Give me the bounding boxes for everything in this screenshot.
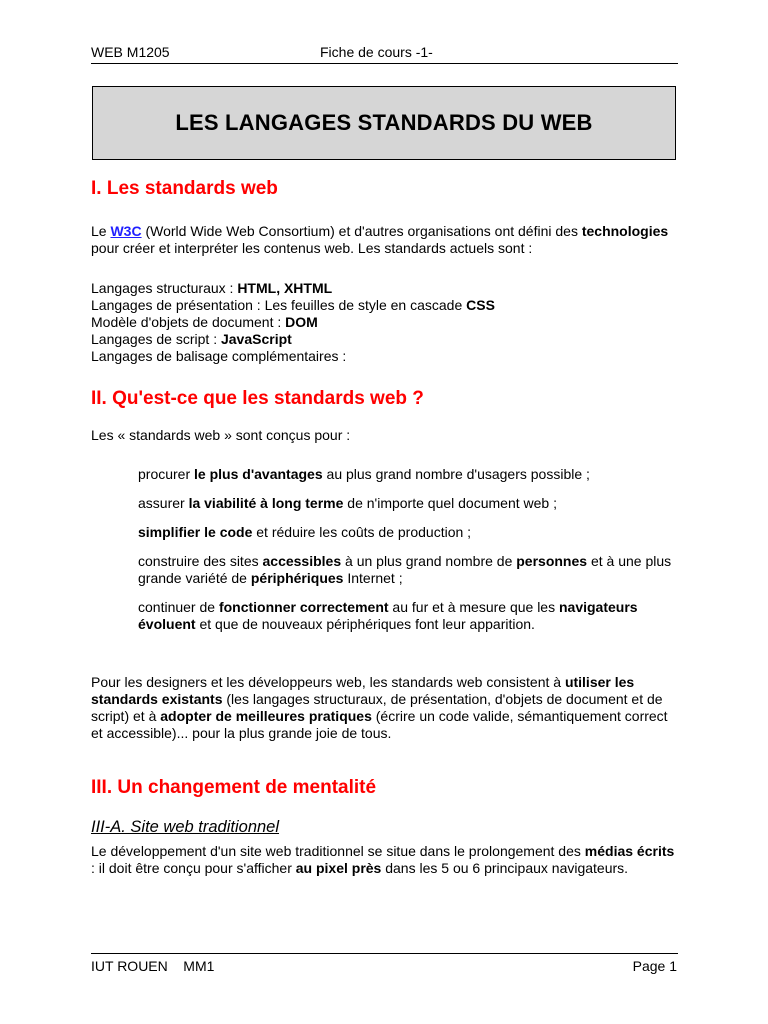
section-3a-paragraph: Le développement d'un site web traditionnel se situe dans le prolongement des médias écrits : il doit être conçu pour s'afficher au pixel près dans les 5 ou 6 principaux navigateurs.: [91, 843, 675, 876]
section-1-paragraph: Le W3C (World Wide Web Consortium) et d'autres organisations ont défini des technologies pour créer et interpréter les contenus web. Les standards actuels sont :: [91, 223, 669, 256]
page-number: Page 1: [632, 958, 677, 974]
list-item: Modèle d'objets de document : DOM: [91, 314, 318, 330]
list-item: simplifier le code et réduire les coûts de production ;: [138, 524, 472, 540]
section-2-intro: Les « standards web » sont conçus pour :: [91, 427, 351, 443]
section-2-heading: II. Qu'est-ce que les standards web ?: [91, 388, 424, 409]
header-rule: [91, 63, 678, 64]
list-item: Langages structuraux : HTML, XHTML: [91, 280, 333, 296]
list-item: assurer la viabilité à long terme de n'importe quel document web ;: [138, 495, 557, 511]
header-left: WEB M1205: [91, 44, 170, 60]
section-3a-subheading: III-A. Site web traditionnel: [91, 818, 280, 836]
list-item: Langages de script : JavaScript: [91, 331, 292, 347]
section-2-paragraph: Pour les designers et les développeurs web, les standards web consistent à utiliser les standards existants (les langages structuraux, de présentation, d'objets de document et de script) et à adopter de meilleures pratiques (écrire un code valide, sémantiquement correct et accessible)... pour la plus grande joie de tous.: [91, 674, 668, 741]
footer-rule: [91, 953, 678, 954]
list-item: Langages de présentation : Les feuilles de style en cascade CSS: [91, 297, 495, 313]
list-item: continuer de fonctionner correctement au fur et à mesure que les navigateurs évoluent et que de nouveaux périphériques font leur apparition.: [138, 599, 638, 632]
section-1-heading: I. Les standards web: [91, 178, 278, 199]
section-3-heading: III. Un changement de mentalité: [91, 777, 377, 798]
list-item: procurer le plus d'avantages au plus grand nombre d'usagers possible ;: [138, 466, 590, 482]
page-title: LES LANGAGES STANDARDS DU WEB: [175, 110, 593, 135]
header-center: Fiche de cours -1-: [320, 44, 433, 60]
list-item: Langages de balisage complémentaires :: [91, 348, 347, 364]
standards-list: [91, 280, 681, 365]
title-box: [92, 86, 676, 160]
footer-left: IUT ROUEN MM1: [91, 958, 215, 974]
w3c-link[interactable]: W3C: [110, 223, 142, 239]
list-item: construire des sites accessibles à un plus grand nombre de personnes et à une plus grande variété de périphériques Internet ;: [138, 553, 672, 586]
